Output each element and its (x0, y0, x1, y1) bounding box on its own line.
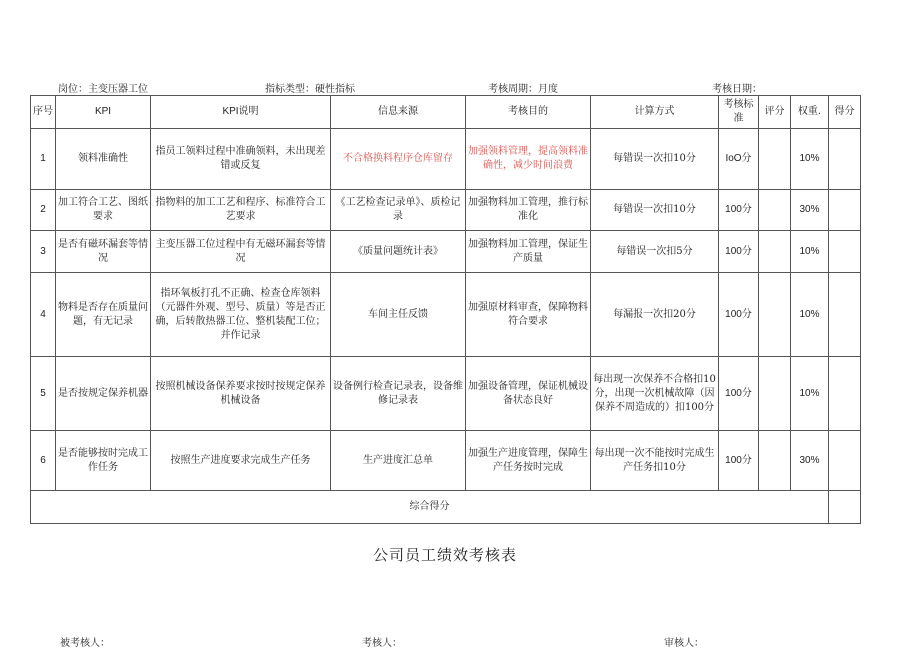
header-post: 岗位：主变压器工位 (58, 84, 148, 95)
col-header-calc: 计算方式 (591, 96, 719, 129)
cell-kpi: 领料准确性 (56, 129, 151, 190)
col-header-kpi: KPI (56, 96, 151, 129)
cell-standard: 100分 (719, 431, 759, 491)
cell-weight: 10% (791, 231, 829, 273)
col-header-purpose: 考核目的 (466, 96, 591, 129)
header-date: 考核日期： (712, 84, 762, 95)
table-row (31, 129, 861, 190)
cell-desc: 指环氧板打孔不正确、检查仓库领料（元器件外观、型号、质量）等是否正确，后转散热器工位、整机装配工位；并作记录 (151, 273, 331, 357)
cell-calc: 每出现一次保养不合格扣10分，出现一次机械故障（因保养不周造成的）扣100分 (591, 357, 719, 431)
cell-weight: 10% (791, 357, 829, 431)
table-row (31, 431, 861, 491)
signature-assessee: 被考核人： (60, 638, 110, 649)
cell-score (759, 273, 791, 357)
cell-source: 生产进度汇总单 (331, 431, 466, 491)
cell-calc: 每出现一次不能按时完成生产任务扣10分 (591, 431, 719, 491)
cell-standard: 100分 (719, 273, 759, 357)
cell-calc: 每错误一次扣10分 (591, 129, 719, 190)
table-row (31, 190, 861, 231)
cell-result (829, 231, 861, 273)
cell-desc: 按照机械设备保养要求按时按规定保养机械设备 (151, 357, 331, 431)
total-result (829, 491, 861, 524)
total-row (31, 491, 861, 524)
table-row (31, 273, 861, 357)
page-title: 公司员工绩效考核表 (372, 546, 517, 564)
cell-no: 6 (31, 431, 56, 491)
col-header-weight: 权重. (791, 96, 829, 129)
col-header-no: 序号 (31, 96, 56, 129)
cell-weight: 10% (791, 129, 829, 190)
cell-result (829, 357, 861, 431)
cell-purpose: 加强领料管理，提高领料准确性，减少时间浪费 (466, 129, 591, 190)
cell-standard: 100分 (719, 357, 759, 431)
table-row (31, 231, 861, 273)
cell-score (759, 231, 791, 273)
cell-no: 1 (31, 129, 56, 190)
header-period: 考核周期：月度 (488, 84, 558, 95)
cell-standard: 100分 (719, 231, 759, 273)
col-header-standard: 考核标准 (719, 96, 759, 129)
col-header-result: 得分 (829, 96, 861, 129)
cell-no: 2 (31, 190, 56, 231)
cell-weight: 10% (791, 273, 829, 357)
cell-source: 车间主任反馈 (331, 273, 466, 357)
col-header-source: 信息来源 (331, 96, 466, 129)
kpi-table (30, 95, 861, 524)
cell-purpose: 加强设备管理，保证机械设备状态良好 (466, 357, 591, 431)
cell-calc: 每错误一次扣5分 (591, 231, 719, 273)
cell-kpi: 物料是否存在质量问题，有无记录 (56, 273, 151, 357)
signature-reviewer: 审核人： (664, 638, 704, 649)
cell-source: 设备例行检查记录表，设备维修记录表 (331, 357, 466, 431)
cell-score (759, 357, 791, 431)
header-indicator-type: 指标类型：硬性指标 (265, 84, 355, 95)
cell-result (829, 129, 861, 190)
cell-no: 3 (31, 231, 56, 273)
cell-kpi: 是否按规定保养机器 (56, 357, 151, 431)
cell-desc: 主变压器工位过程中有无磁环漏套等情况 (151, 231, 331, 273)
cell-no: 4 (31, 273, 56, 357)
cell-desc: 指员工领料过程中准确领料，未出现差错或反复 (151, 129, 331, 190)
cell-kpi: 是否能够按时完成工作任务 (56, 431, 151, 491)
cell-weight: 30% (791, 431, 829, 491)
cell-source: 《工艺检查记录单》、质检记录 (331, 190, 466, 231)
cell-score (759, 129, 791, 190)
signature-assessor: 考核人： (362, 638, 402, 649)
cell-source: 不合格换料程序仓库留存 (331, 129, 466, 190)
cell-kpi: 是否有磁环漏套等情况 (56, 231, 151, 273)
cell-purpose: 加强原材料审查，保障物料符合要求 (466, 273, 591, 357)
col-header-kpi-desc: KPI说明 (151, 96, 331, 129)
cell-score (759, 431, 791, 491)
total-label: 综合得分 (31, 491, 829, 524)
cell-desc: 指物料的加工工艺和程序、标准符合工艺要求 (151, 190, 331, 231)
cell-kpi: 加工符合工艺、图纸要求 (56, 190, 151, 231)
cell-purpose: 加强物料加工管理，推行标准化 (466, 190, 591, 231)
cell-purpose: 加强物料加工管理，保证生产质量 (466, 231, 591, 273)
cell-result (829, 431, 861, 491)
table-row (31, 357, 861, 431)
cell-calc: 每错误一次扣10分 (591, 190, 719, 231)
cell-no: 5 (31, 357, 56, 431)
cell-result (829, 273, 861, 357)
cell-weight: 30% (791, 190, 829, 231)
col-header-score: 评分 (759, 96, 791, 129)
cell-source: 《质量问题统计表》 (331, 231, 466, 273)
cell-standard: IoO分 (719, 129, 759, 190)
cell-result (829, 190, 861, 231)
cell-calc: 每漏报一次扣20分 (591, 273, 719, 357)
cell-desc: 按照生产进度要求完成生产任务 (151, 431, 331, 491)
cell-standard: 100分 (719, 190, 759, 231)
table-header-row (31, 96, 861, 129)
cell-score (759, 190, 791, 231)
cell-purpose: 加强生产进度管理，保障生产任务按时完成 (466, 431, 591, 491)
